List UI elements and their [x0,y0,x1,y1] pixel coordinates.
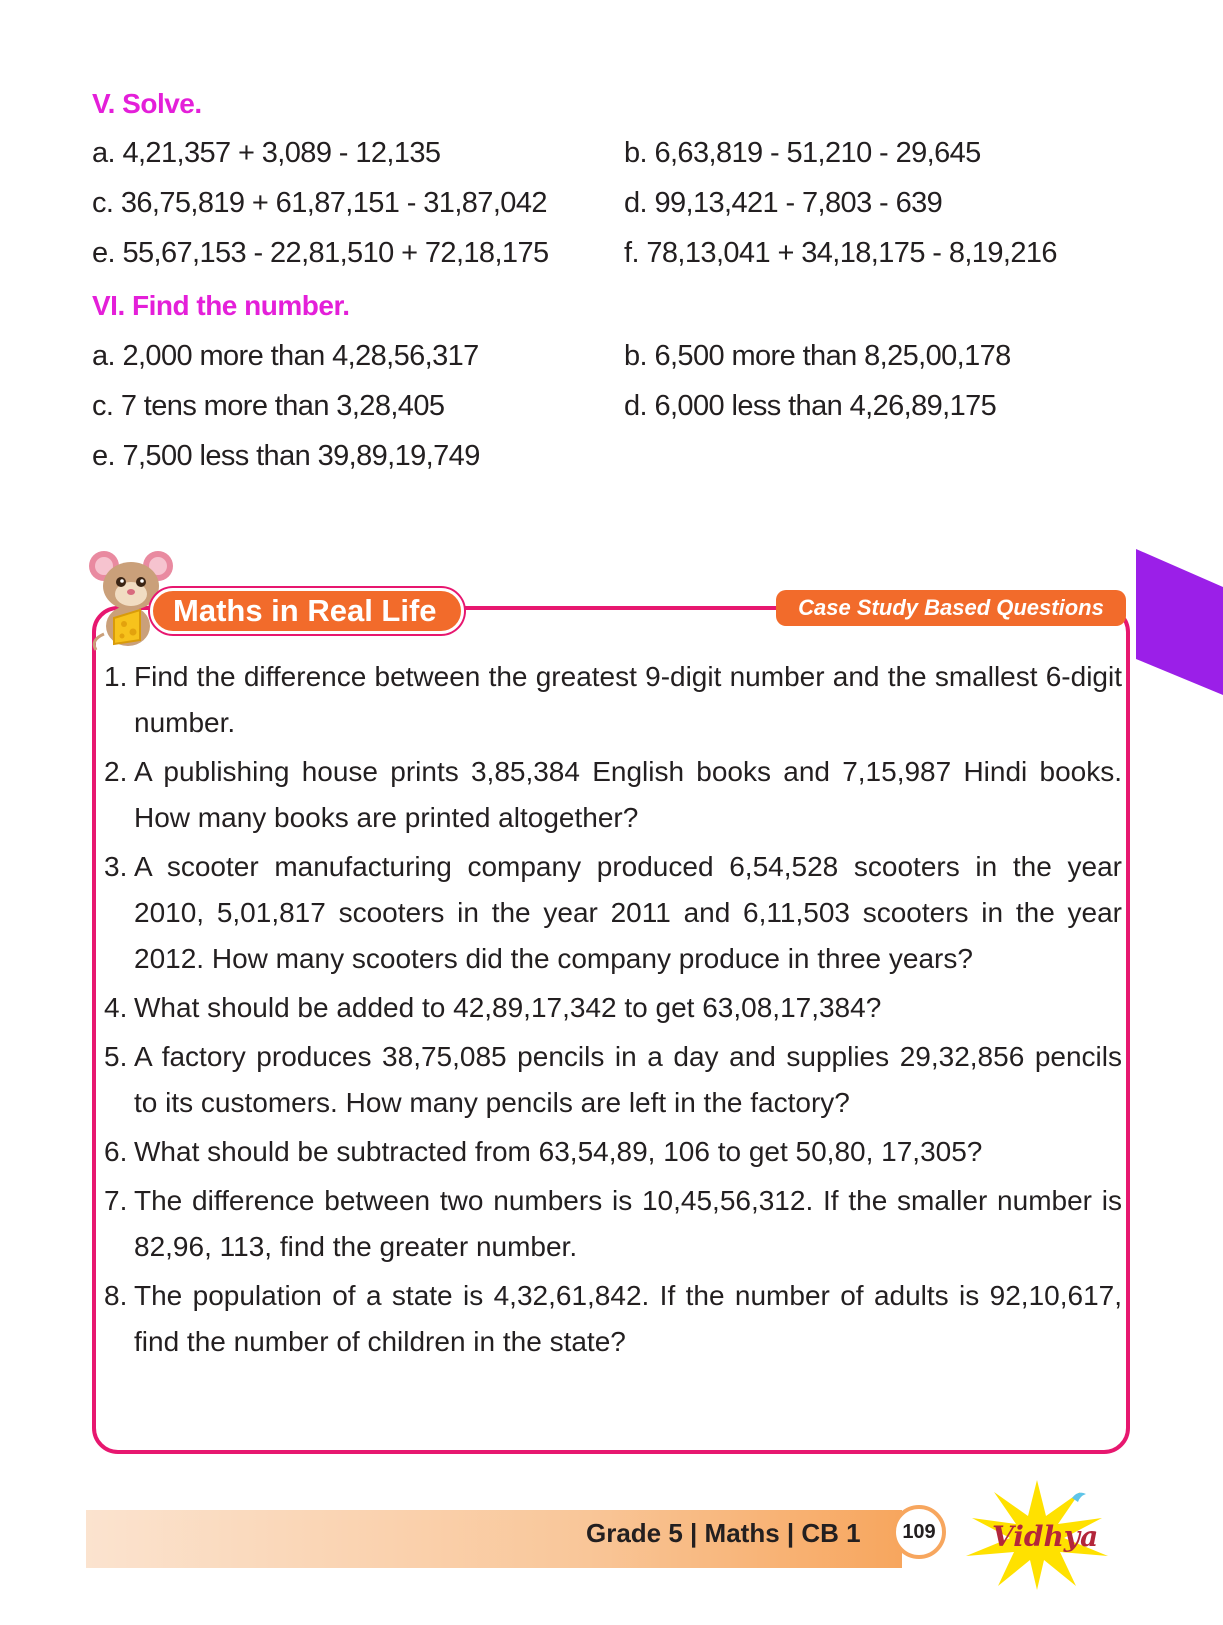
question-3: 3. A scooter manufacturing company produced 6,54,528 scooters in the year 2010, 5,01,817 scooters in the year 2011 and 6,11,503 scooters in the year 2012. How many scooters did the company produce in three years? [104,851,1122,974]
question-7: 7. The difference between two numbers is 10,45,56,312. If the smaller number is 82,96, 113, find the greater number. [104,1185,1122,1262]
problem-v-e: e. 55,67,153 - 22,81,510 + 72,18,175 [92,237,549,269]
case-study-tag: Case Study Based Questions [776,590,1126,626]
question-2: 2. A publishing house prints 3,85,384 English books and 7,15,987 Hindi books. How many books are printed altogether? [104,756,1122,833]
problem-vi-e: e. 7,500 less than 39,89,19,749 [92,440,480,472]
question-1: 1. Find the difference between the greatest 9-digit number and the smallest 6-digit number. [104,661,1122,738]
problem-v-c: c. 36,75,819 + 61,87,151 - 31,87,042 [92,187,547,219]
problem-vi-a: a. 2,000 more than 4,28,56,317 [92,340,479,372]
section-v-heading: V. Solve. [92,88,202,119]
question-8: 8. The population of a state is 4,32,61,842. If the number of adults is 92,10,617, find the number of children in the state? [104,1280,1122,1357]
problem-vi-d: d. 6,000 less than 4,26,89,175 [624,390,997,422]
case-study-questions [104,654,1122,1368]
problem-v-a: a. 4,21,357 + 3,089 - 12,135 [92,137,441,169]
problem-v-b: b. 6,63,819 - 51,210 - 29,645 [624,137,981,169]
problem-vi-c: c. 7 tens more than 3,28,405 [92,390,445,422]
vidhya-logo-text: Vidhya [992,1520,1099,1553]
problem-vi-b: b. 6,500 more than 8,25,00,178 [624,340,1011,372]
question-6: 6. What should be subtracted from 63,54,89, 106 to get 50,80, 17,305? [104,1136,983,1167]
page-number: 109 [892,1505,946,1559]
problem-v-d: d. 99,13,421 - 7,803 - 639 [624,187,943,219]
section-vi-heading: VI. Find the number. [92,290,350,321]
problem-v-f: f. 78,13,041 + 34,18,175 - 8,19,216 [624,237,1057,269]
footer-grade-subject: Grade 5 | Maths | CB 1 [586,1518,861,1548]
maths-in-real-life-tab: Maths in Real Life [150,588,464,634]
question-5: 5. A factory produces 38,75,085 pencils in a day and supplies 29,32,856 pencils to its customers. How many pencils are left in the factory? [104,1041,1122,1118]
side-tab-marker [1136,549,1223,695]
question-4: 4. What should be added to 42,89,17,342 to get 63,08,17,384? [104,992,882,1023]
